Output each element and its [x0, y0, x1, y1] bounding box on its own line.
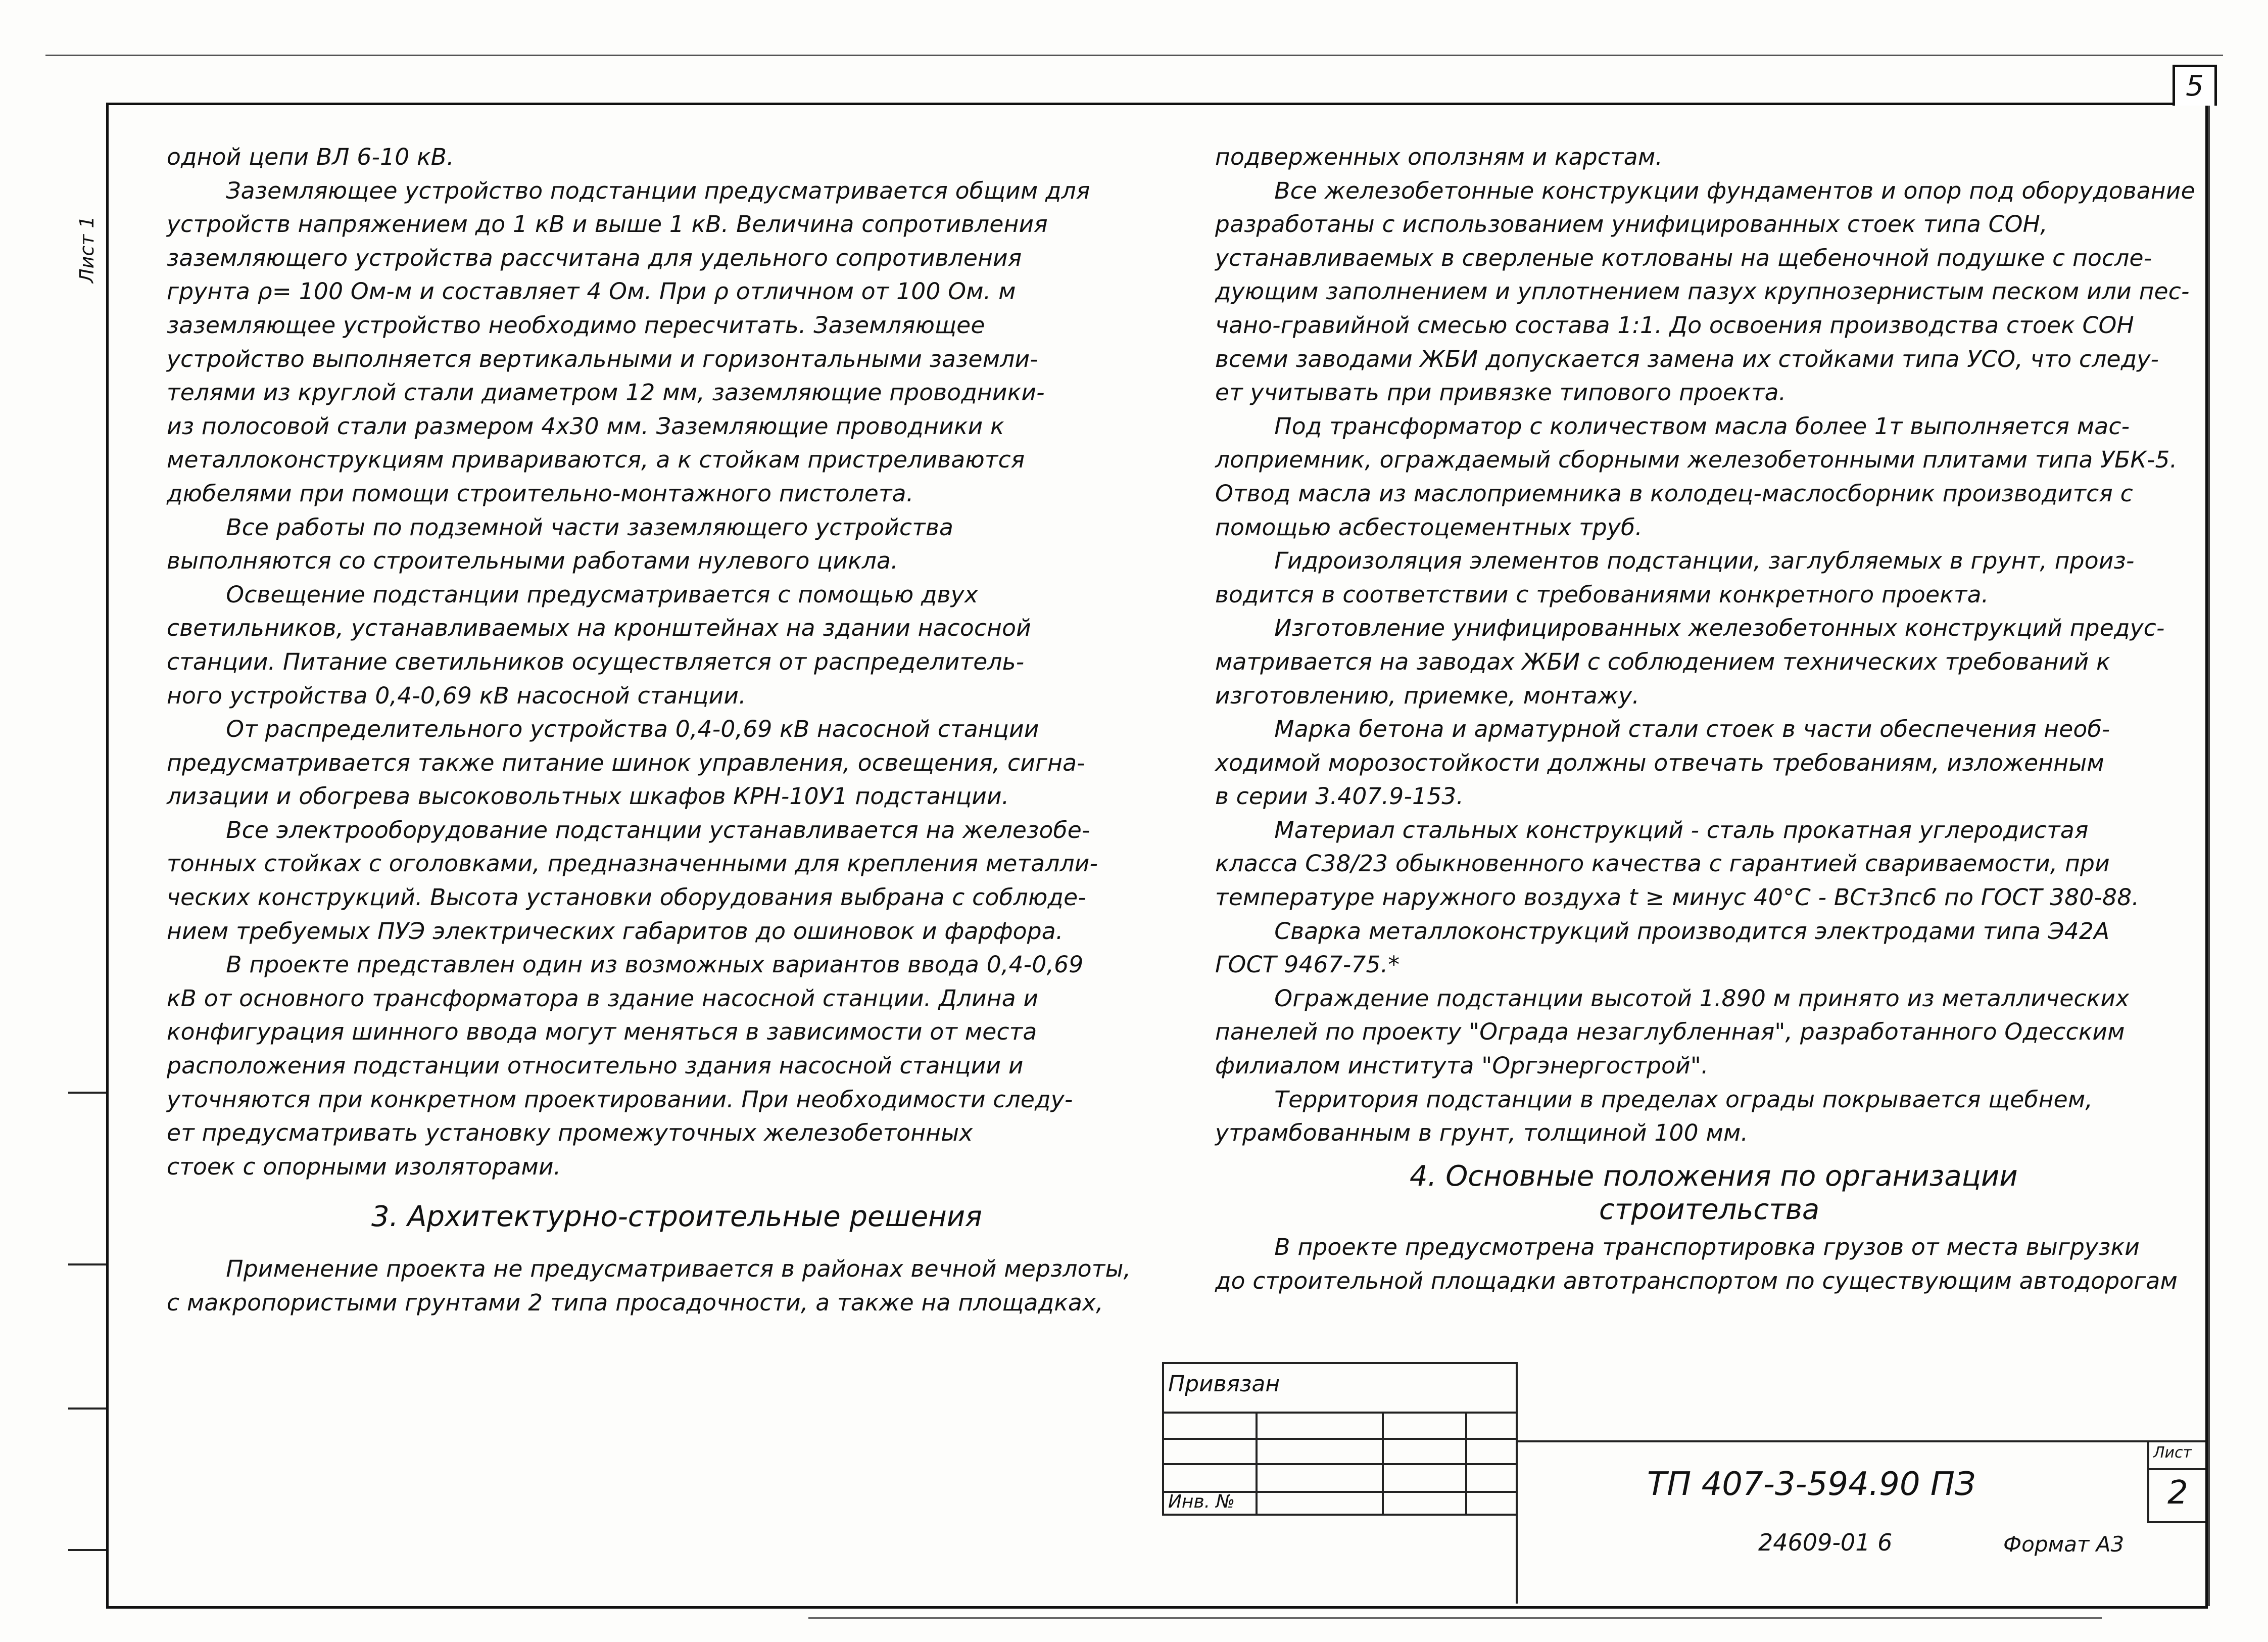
left-text-line: телями из круглой стали диаметром 12 мм, заземляющие проводники- — [167, 379, 1045, 406]
left-text-line: ного устройства 0,4-0,69 кВ насосной станции. — [167, 682, 746, 709]
right-text-line: Материал стальных конструкций - сталь прокатная углеродистая — [1215, 816, 2089, 843]
left-section-heading: 3. Архитектурно-строительные решения — [371, 1200, 982, 1233]
margin-tick — [68, 1549, 106, 1551]
right-tail-text — [1215, 1231, 2178, 1298]
left-text-line: кВ от основного трансформатора в здание насосной станции. Длина и — [167, 984, 1039, 1012]
left-text-line: выполняются со строительными работами нулевого цикла. — [167, 547, 898, 575]
right-text-line: Марка бетона и арматурной стали стоек в части обеспечения необ- — [1215, 716, 2110, 743]
privyazan-label: Привязан — [1168, 1371, 1280, 1397]
list-label: Лист — [2153, 1444, 2192, 1462]
stamp-top-line — [1162, 1362, 1516, 1364]
left-text-line: станции. Питание светильников осуществляется от распределитель- — [167, 648, 1025, 675]
stamp-col — [1465, 1412, 1467, 1514]
left-text-line: заземляющее устройство необходимо пересчитать. Заземляющее — [167, 311, 985, 339]
left-text-line: конфигурация шинного ввода могут меняться в зависимости от места — [167, 1018, 1037, 1046]
stamp-row — [1162, 1438, 1516, 1440]
right-text-line: Изготовление унифицированных железобетонных конструкций предус- — [1215, 615, 2165, 642]
stamp-row — [1162, 1514, 1516, 1516]
stamp-divider — [1516, 1362, 1518, 1604]
stamp-row — [1162, 1463, 1516, 1465]
right-text-line: Гидроизоляция элементов подстанции, заглубляемых в грунт, произ- — [1215, 547, 2135, 575]
top-edge-line — [45, 55, 2223, 56]
left-text-line: тонных стойках с оголовками, предназначенными для крепления металли- — [167, 850, 1098, 877]
list-cell-left — [2147, 1440, 2149, 1521]
title-block — [1162, 1362, 2205, 1604]
left-text-line: ческих конструкций. Высота установки оборудования выбрана с соблюде- — [167, 884, 1086, 911]
right-section-heading — [1410, 1160, 2018, 1227]
sheet-number: 5 — [2186, 70, 2204, 103]
right-text-line: Под трансформатор с количеством масла более 1т выполняется мас- — [1215, 412, 2130, 440]
right-text-line: устанавливаемых в сверленые котлованы на щебеночной подушке с после- — [1215, 244, 2152, 271]
right-text-line: Ограждение подстанции высотой 1.890 м принято из металлических — [1215, 984, 2130, 1012]
left-text-line: предусматривается также питание шинок управления, освещения, сигна- — [167, 749, 1085, 776]
left-text-column — [167, 140, 1098, 1184]
left-text-line: В проекте представлен один из возможных вариантов ввода 0,4-0,69 — [167, 951, 1084, 978]
left-text-line: заземляющего устройства рассчитана для удельного сопротивления — [167, 244, 1022, 271]
left-text-line: Освещение подстанции предусматривается с помощью двух — [167, 581, 978, 608]
left-tail-line: Применение проекта не предусматривается в районах вечной мерзлоты, — [167, 1255, 1131, 1282]
left-text-line: ет предусматривать установку промежуточных железобетонных — [167, 1119, 973, 1147]
right-text-line: водится в соответствии с требованиями конкретного проекта. — [1215, 581, 1989, 608]
list-cell-bottom — [2147, 1521, 2205, 1523]
left-tail-text — [167, 1252, 1131, 1320]
margin-tick — [68, 1263, 106, 1265]
left-text-line: дюбелями при помощи строительно-монтажного пистолета. — [167, 480, 914, 507]
right-text-line: изготовлению, приемке, монтажу. — [1215, 682, 1640, 709]
stamp-col — [1256, 1412, 1258, 1514]
right-text-line: класса С38/23 обыкновенного качества с гарантией свариваемости, при — [1215, 850, 2110, 877]
right-text-line: ходимой морозостойкости должны отвечать требованиям, изложенным — [1215, 749, 2104, 776]
bottom-scan-line — [808, 1617, 2102, 1619]
right-text-line: помощью асбестоцементных труб. — [1215, 513, 1643, 541]
right-tail-line: В проекте предусмотрена транспортировка грузов от места выгрузки — [1215, 1234, 2140, 1260]
right-text-line: всеми заводами ЖБИ допускается замена их стойками типа УСО, что следу- — [1215, 345, 2159, 372]
left-text-line: Заземляющее устройство подстанции предусматривается общим для — [167, 177, 1090, 204]
left-text-line: грунта ρ= 100 Ом-м и составляет 4 Ом. При ρ отличном от 100 Ом. м — [167, 278, 1016, 305]
right-text-line: разработаны с использованием унифицированных стоек типа СОН, — [1215, 211, 2048, 238]
archive-number: 24609-01 6 — [1758, 1529, 1893, 1556]
margin-note: Лист 1 — [76, 216, 98, 283]
right-text-line: ет учитывать при привязке типового проекта. — [1215, 379, 1787, 406]
left-tail-line: с макропористыми грунтами 2 типа просадочности, а также на площадках, — [167, 1289, 1103, 1316]
sheet-number-box — [2173, 65, 2217, 106]
right-text-line: дующим заполнением и уплотнением пазух крупнозернистым песком или пес- — [1215, 278, 2190, 305]
left-text-line: лизации и обогрева высоковольтных шкафов КРН-10У1 подстанции. — [167, 783, 1009, 810]
stamp-col — [1382, 1412, 1384, 1514]
format-label: Формат А3 — [2003, 1532, 2125, 1557]
left-text-line: расположения подстанции относительно здания насосной станции и — [167, 1052, 1024, 1080]
right-heading-line-1: 4. Основные положения по организации — [1410, 1160, 2018, 1193]
right-text-line: филиалом института "Оргэнергострой". — [1215, 1052, 1709, 1080]
left-text-line: светильников, устанавливаемых на кронштейнах на здании насосной — [167, 615, 1031, 642]
left-text-line: От распределительного устройства 0,4-0,69 кВ насосной станции — [167, 716, 1039, 743]
right-text-line: панелей по проекту "Ограда незаглубленная", разработанного Одесским — [1215, 1018, 2125, 1046]
left-text-line: металлоконструкциям привариваются, а к стойкам пристреливаются — [167, 446, 1025, 474]
right-text-line: утрамбованным в грунт, толщиной 100 мм. — [1215, 1119, 1749, 1147]
left-text-line: устройств напряжением до 1 кВ и выше 1 кВ. Величина сопротивления — [167, 211, 1048, 238]
stamp-row — [1162, 1412, 1516, 1414]
right-text-line: подверженных оползням и карстам. — [1215, 144, 1663, 170]
document-code: ТП 407-3-594.90 ПЗ — [1647, 1466, 1976, 1503]
left-text-line: уточняются при конкретном проектировании. При необходимости следу- — [167, 1086, 1073, 1113]
right-text-line: лоприемник, ограждаемый сборными железобетонными плитами типа УБК-5. — [1215, 446, 2178, 474]
right-text-column — [1215, 140, 2195, 1150]
right-text-line: матривается на заводах ЖБИ с соблюдением технических требований к — [1215, 648, 2110, 675]
left-text-line: устройство выполняется вертикальными и горизонтальными заземли- — [167, 345, 1038, 372]
margin-tick — [68, 1408, 106, 1410]
left-text-line: из полосовой стали размером 4х30 мм. Заземляющие проводники к — [167, 412, 1004, 440]
right-text-line: в серии 3.407.9-153. — [1215, 783, 1464, 810]
list-cell-mid — [2147, 1468, 2205, 1470]
right-text-line: Отвод масла из маслоприемника в колодец-маслосборник производится с — [1215, 480, 2133, 507]
right-text-line: чано-гравийной смесью состава 1:1. До освоения производства стоек СОН — [1215, 311, 2134, 339]
margin-tick — [68, 1092, 106, 1094]
right-text-line: Все железобетонные конструкции фундаментов и опор под оборудование — [1215, 177, 2195, 204]
right-text-line: Территория подстанции в пределах ограды покрывается щебнем, — [1215, 1086, 2093, 1113]
right-text-line: ГОСТ 9467-75.* — [1215, 951, 1400, 978]
right-text-line: Сварка металлоконструкций производится электродами типа Э42А — [1215, 917, 2110, 945]
left-text-line: Все работы по подземной части заземляющего устройства — [167, 513, 954, 541]
stamp-mid-line — [1516, 1440, 2205, 1442]
left-text-line: Все электрооборудование подстанции устанавливается на железобе- — [167, 816, 1090, 843]
right-tail-line: до строительной площадки автотранспортом по существующим автодорогам — [1215, 1267, 2178, 1294]
inv-no-label: Инв. № — [1168, 1491, 1235, 1512]
right-text-line: температуре наружного воздуха t ≥ минус 40°С - ВСт3пс6 по ГОСТ 380-88. — [1215, 884, 2140, 911]
right-heading-line-2: строительства — [1599, 1193, 1820, 1226]
left-text-line: нием требуемых ПУЭ электрических габаритов до ошиновок и фарфора. — [167, 917, 1064, 945]
list-number: 2 — [2167, 1474, 2188, 1512]
left-text-line: стоек с опорными изоляторами. — [167, 1153, 561, 1180]
left-text-line: одной цепи ВЛ 6-10 кВ. — [167, 144, 454, 170]
frame-right-inner-line — [2208, 103, 2210, 1606]
